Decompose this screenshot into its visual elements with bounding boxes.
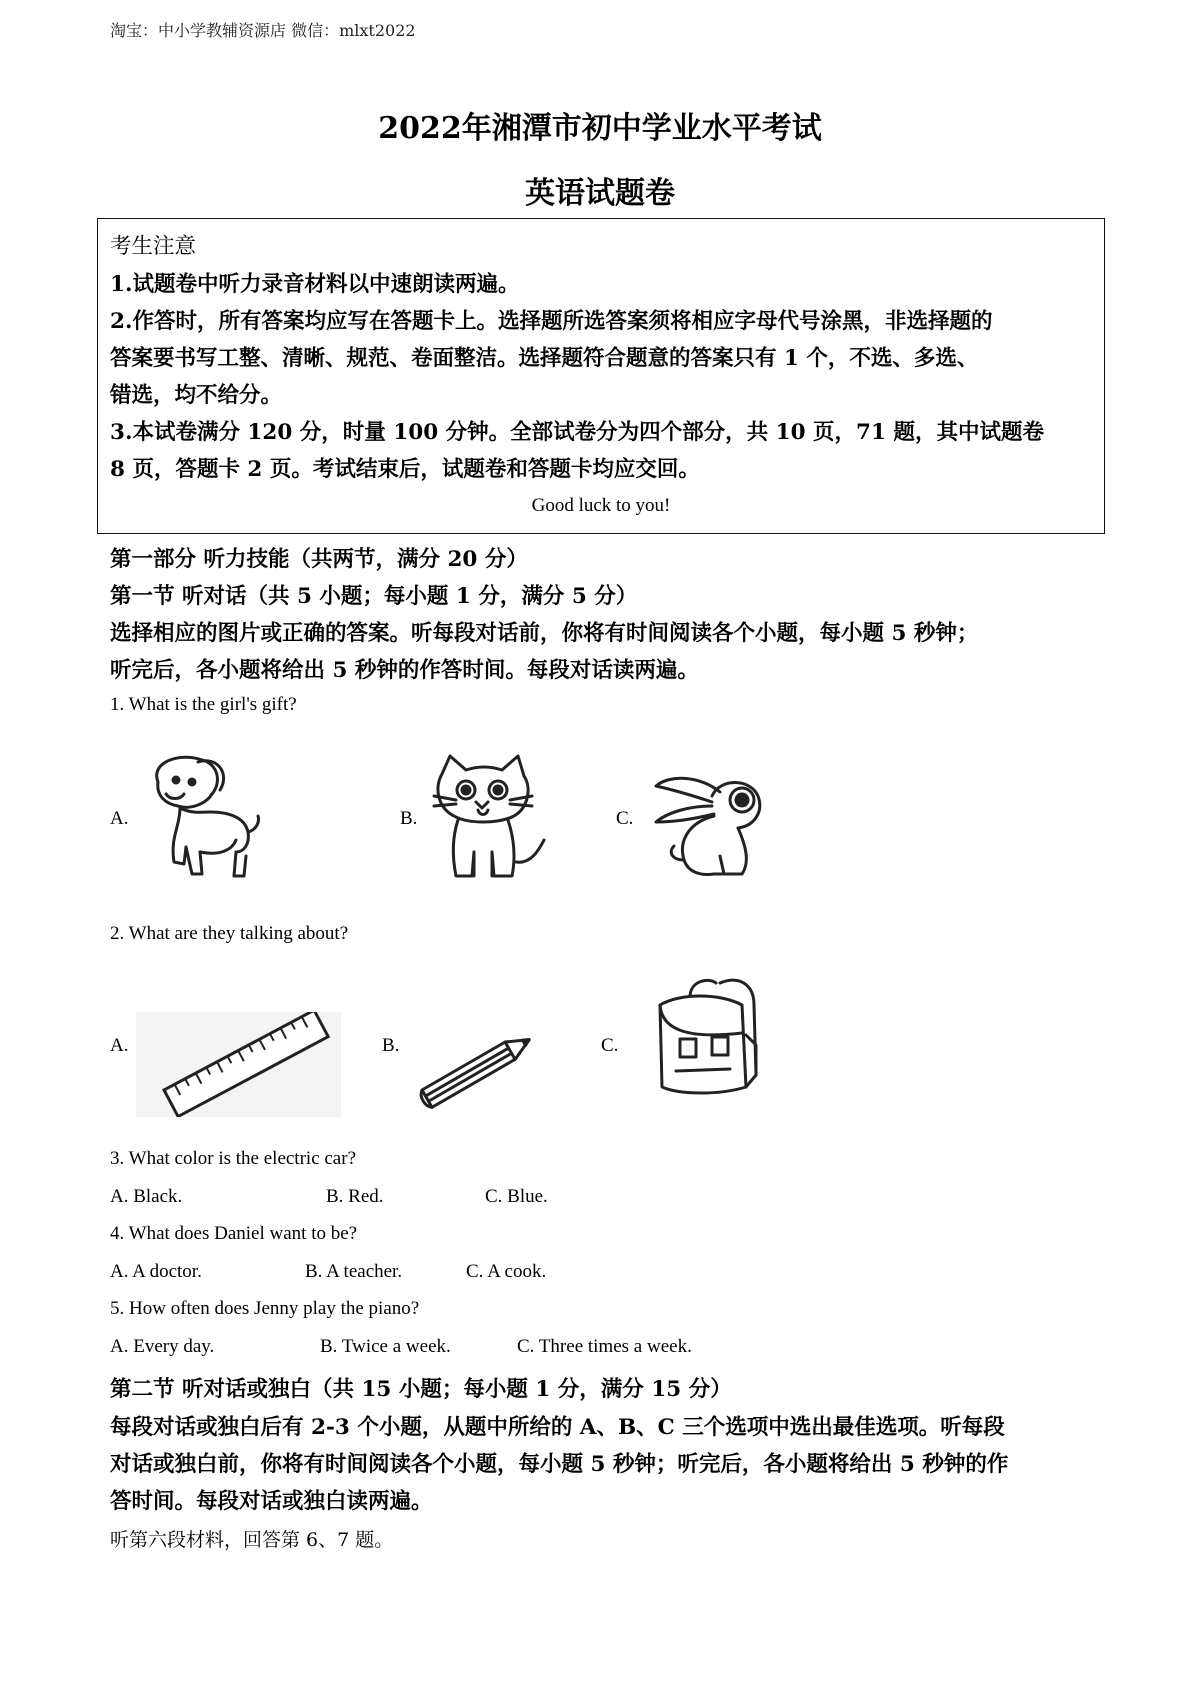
question-4-stem: 4. What does Daniel want to be? [110, 1223, 358, 1244]
section2-sub-instruction: 听第六段材料，回答第 6、7 题。 [110, 1529, 394, 1551]
notice-box [97, 218, 1105, 534]
q5-option-c[interactable]: C. Three times a week. [517, 1336, 692, 1357]
section1-instructions-b: 听完后，各小题将给出 5 秒钟的作答时间。每段对话读两遍。 [110, 658, 699, 683]
pencil-icon [410, 1010, 540, 1115]
q2-option-c-label[interactable]: C. [601, 1035, 619, 1056]
notice-heading: 考生注意 [110, 234, 197, 259]
q3-option-a[interactable]: A. Black. [110, 1186, 183, 1207]
section2-instructions-c: 答时间。每段对话或独白读两遍。 [110, 1489, 433, 1514]
q4-option-b[interactable]: B. A teacher. [305, 1261, 403, 1282]
q3-option-c[interactable]: C. Blue. [485, 1186, 548, 1207]
q1-option-a-label[interactable]: A. [110, 808, 129, 829]
q5-option-a[interactable]: A. Every day. [110, 1336, 215, 1357]
exam-subtitle: 英语试题卷 [525, 176, 675, 211]
section1-heading: 第一节 听对话（共 5 小题；每小题 1 分，满分 5 分） [110, 584, 638, 609]
notice-line-2a: 2.作答时，所有答案均应写在答题卡上。选择题所选答案须将相应字母代号涂黑，非选择题的 [110, 309, 993, 334]
notice-line-2c: 错选，均不给分。 [110, 383, 283, 408]
question-1-stem: 1. What is the girl's gift? [110, 694, 297, 715]
section2-instructions-b: 对话或独白前，你将有时间阅读各个小题，每小题 5 秒钟；听完后，各小题将给出 5 秒钟的作 [110, 1452, 1009, 1477]
exam-title: 2022年湘潭市初中学业水平考试 [378, 111, 822, 146]
ruler-icon [136, 1012, 341, 1117]
notice-line-1: 1.试题卷中听力录音材料以中速朗读两遍。 [110, 272, 520, 297]
q2-option-b-label[interactable]: B. [382, 1035, 400, 1056]
good-luck-text: Good luck to you! [531, 495, 671, 516]
q4-option-a[interactable]: A. A doctor. [110, 1261, 202, 1282]
q3-option-b[interactable]: B. Red. [326, 1186, 384, 1207]
rabbit-icon [650, 756, 780, 886]
question-3-stem: 3. What color is the electric car? [110, 1148, 356, 1169]
q5-option-b[interactable]: B. Twice a week. [320, 1336, 451, 1357]
question-2-stem: 2. What are they talking about? [110, 923, 349, 944]
q2-option-a-label[interactable]: A. [110, 1035, 129, 1056]
section2-heading: 第二节 听对话或独白（共 15 小题；每小题 1 分，满分 15 分） [110, 1377, 732, 1402]
notice-line-3a: 3.本试卷满分 120 分，时量 100 分钟。全部试卷分为四个部分，共 10 页，71 题，其中试题卷 [110, 420, 1044, 445]
section2-instructions-a: 每段对话或独白后有 2-3 个小题，从题中所给的 A、B、C 三个选项中选出最佳选项。听每段 [110, 1415, 1005, 1440]
source-header: 淘宝：中小学教辅资源店 微信：mlxt2022 [110, 21, 416, 40]
q4-option-c[interactable]: C. A cook. [466, 1261, 547, 1282]
notice-line-3b: 8 页，答题卡 2 页。考试结束后，试题卷和答题卡均应交回。 [110, 457, 700, 482]
section1-instructions-a: 选择相应的图片或正确的答案。听每段对话前，你将有时间阅读各个小题，每小题 5 秒钟； [110, 621, 979, 646]
cat-icon [428, 752, 553, 887]
q1-option-c-label[interactable]: C. [616, 808, 634, 829]
dog-icon [140, 752, 265, 887]
question-5-stem: 5. How often does Jenny play the piano? [110, 1298, 420, 1319]
notice-line-2b: 答案要书写工整、清晰、规范、卷面整洁。选择题符合题意的答案只有 1 个，不选、多选、 [110, 346, 979, 371]
q1-option-b-label[interactable]: B. [400, 808, 418, 829]
part1-heading: 第一部分 听力技能（共两节，满分 20 分） [110, 547, 528, 572]
backpack-icon [650, 975, 770, 1100]
